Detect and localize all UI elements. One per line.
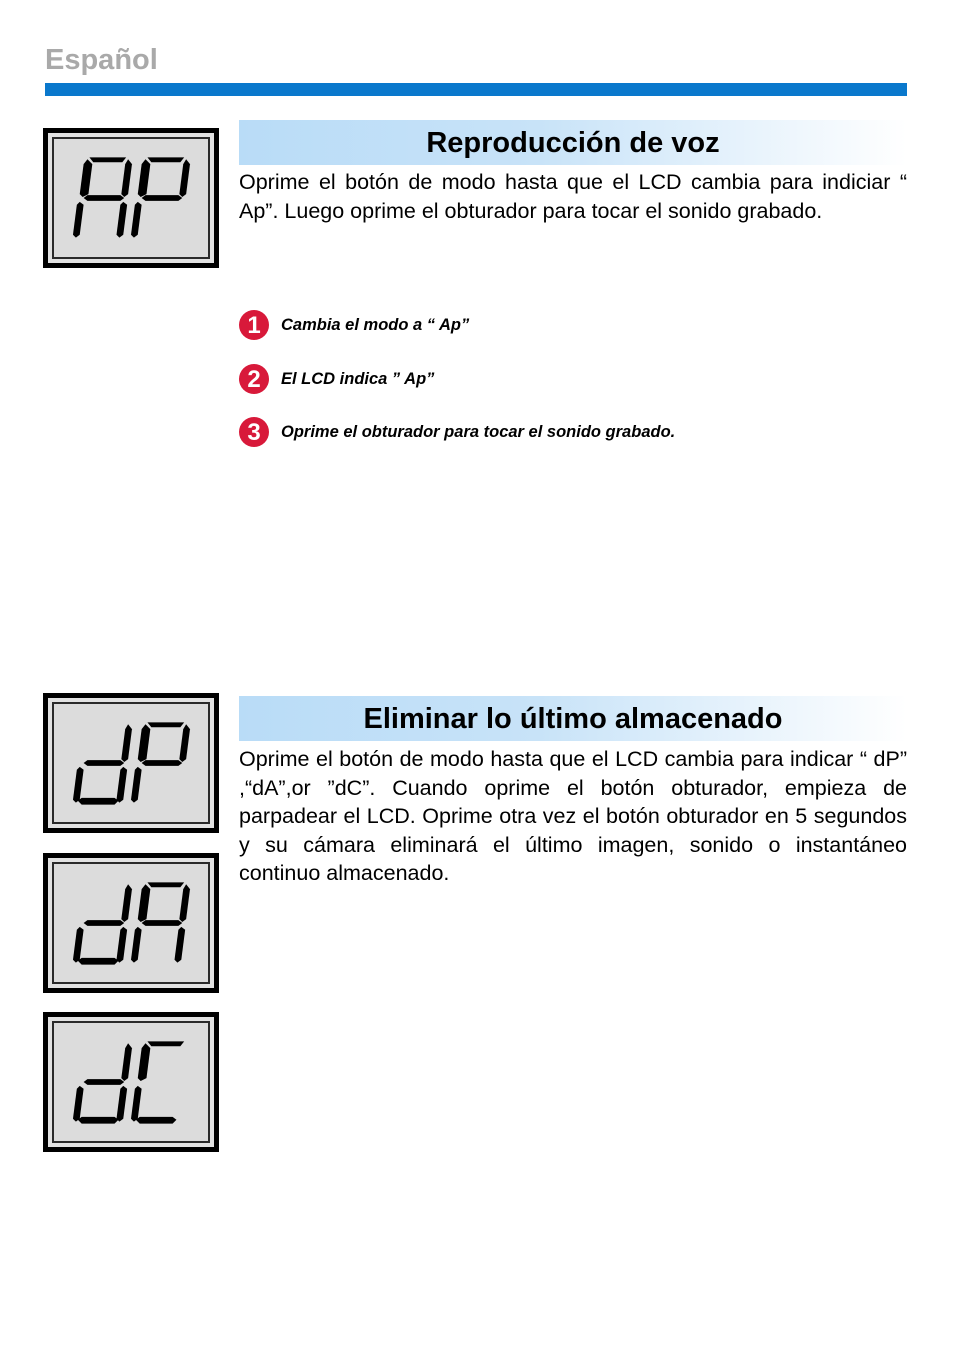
section-heading-voice-playback: Reproducción de voz [239, 120, 907, 165]
section-body-voice-playback: Oprime el botón de modo hasta que el LCD cambia para indiciar “ Ap”. Luego oprime el obturador para tocar el sonido grabado. [239, 170, 907, 223]
language-label: Español [45, 44, 158, 76]
lcd-display-da [43, 853, 219, 993]
step-2 [239, 364, 434, 394]
lcd-digits-da [54, 864, 208, 982]
step-number-badge: 2 [239, 364, 269, 394]
step-text: Oprime el obturador para tocar el sonido grabado. [281, 422, 676, 441]
lcd-digits-ap [54, 139, 208, 257]
step-text: Cambia el modo a “ Ap” [281, 315, 470, 334]
step-number-badge: 1 [239, 310, 269, 340]
section-body-delete-last: Oprime el botón de modo hasta que el LCD cambia para indicar “ dP” ,“dA”,or ”dC”. Cuando oprime el botón obturador, empieza de parpadear el LCD. Oprime otra vez el botón obturador en 5 segundos y su cámara eliminará el último imagen, sonido o instantáneo continuo almacenado. [239, 747, 907, 885]
lcd-digits-dp [54, 704, 208, 822]
lcd-display-dc [43, 1012, 219, 1152]
step-3 [239, 417, 675, 447]
header-rule [45, 83, 907, 96]
step-number-badge: 3 [239, 417, 269, 447]
lcd-digits-dc [54, 1023, 208, 1141]
step-1 [239, 310, 469, 340]
step-text: El LCD indica ” Ap” [281, 369, 435, 388]
lcd-display-dp [43, 693, 219, 833]
lcd-display-ap [43, 128, 219, 268]
section-heading-delete-last: Eliminar lo último almacenado [239, 696, 907, 741]
